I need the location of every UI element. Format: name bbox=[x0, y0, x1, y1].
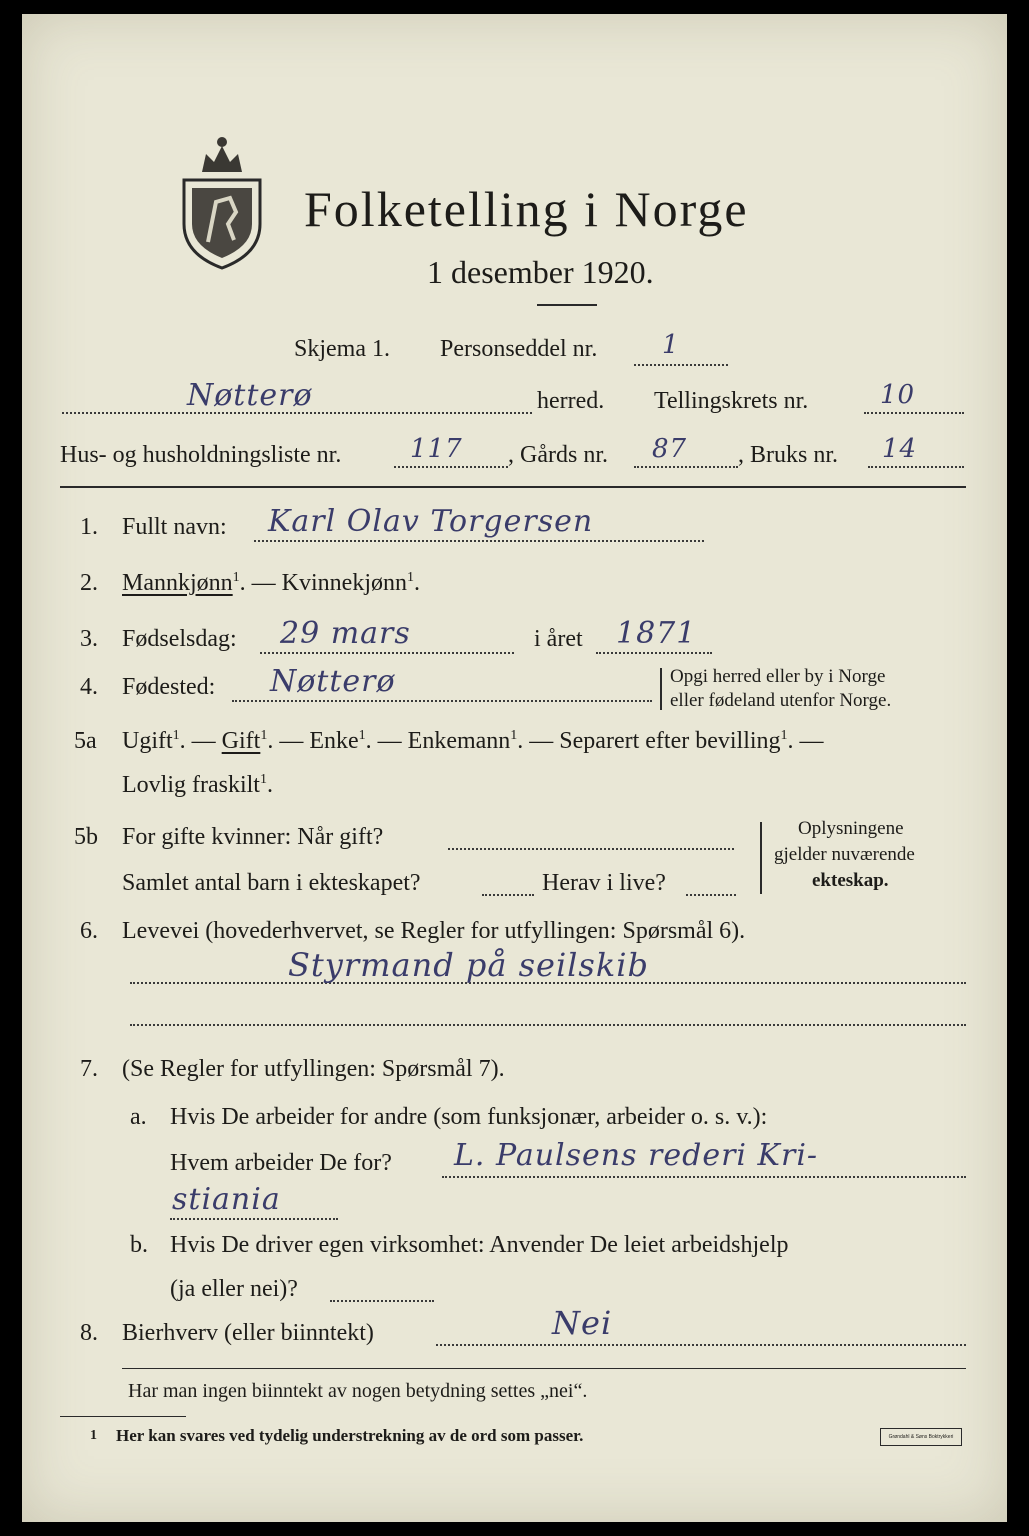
q4-note-brace bbox=[660, 668, 662, 710]
q2-male: Mannkjønn bbox=[122, 570, 233, 596]
q5b-note-3: ekteskap. bbox=[812, 870, 889, 891]
q8-value: Nei bbox=[552, 1304, 613, 1342]
q5a-row-2: Lovlig fraskilt$^1$. bbox=[122, 772, 273, 798]
footnote: Her kan svares ved tydelig understrekning av de ord som passer. bbox=[116, 1426, 584, 1445]
q7a-line-2 bbox=[170, 1218, 338, 1220]
footnote-number: 1 bbox=[90, 1428, 97, 1443]
q1-label: Fullt navn: bbox=[122, 514, 227, 540]
census-form bbox=[22, 14, 1007, 1522]
q5a-enke: Enke bbox=[309, 728, 359, 754]
q8-number: 8. bbox=[80, 1320, 98, 1346]
q5b-label-3: Herav i live? bbox=[542, 870, 666, 896]
q2-sex-row: Mannkjønn$^1$. — Kvinnekjønn$^1$. bbox=[122, 570, 420, 596]
q4-note-1: Opgi herred eller by i Norge bbox=[670, 666, 886, 687]
q7-label: (Se Regler for utfyllingen: Spørsmål 7). bbox=[122, 1056, 505, 1082]
hus-value: 117 bbox=[410, 434, 463, 464]
q7a-question: Hvem arbeider De for? bbox=[170, 1150, 392, 1176]
title-divider bbox=[537, 304, 597, 306]
header-divider bbox=[60, 486, 966, 488]
q8-label: Bierhverv (eller biinntekt) bbox=[122, 1320, 374, 1346]
coat-of-arms-icon bbox=[172, 132, 272, 272]
q7a-number: a. bbox=[130, 1104, 147, 1130]
q4-note-2: eller fødeland utenfor Norge. bbox=[670, 690, 892, 711]
q3-year-label: i året bbox=[534, 626, 583, 652]
printer-stamp: Grøndahl & Søns Boktrykkeri bbox=[880, 1428, 962, 1446]
hus-line bbox=[394, 466, 508, 468]
q2-female: Kvinnekjønn bbox=[281, 570, 407, 596]
q3-number: 3. bbox=[80, 626, 98, 652]
q3-day-line bbox=[260, 652, 514, 654]
q4-label: Fødested: bbox=[122, 674, 216, 700]
q3-day-value: 29 mars bbox=[280, 616, 411, 651]
q5b-label-1: For gifte kvinner: Når gift? bbox=[122, 824, 384, 850]
bruks-value: 14 bbox=[882, 434, 918, 464]
q4-number: 4. bbox=[80, 674, 98, 700]
q5a-row: Ugift$^1$. — Gift$^1$. — Enke$^1$. — Enkemann$^1$. — Separert efter bevilling$^1$. — bbox=[122, 728, 824, 754]
hus-label: Hus- og husholdningsliste nr. bbox=[60, 442, 342, 468]
q5b-note-1: Oplysningene bbox=[798, 818, 904, 839]
q5b-note-2: gjelder nuværende bbox=[774, 844, 915, 865]
q2-sep: . — bbox=[239, 570, 282, 596]
bruks-line bbox=[868, 466, 964, 468]
q3-label: Fødselsdag: bbox=[122, 626, 237, 652]
q5a-separert: Separert efter bevilling bbox=[559, 728, 781, 754]
q7-number: 7. bbox=[80, 1056, 98, 1082]
q1-number: 1. bbox=[80, 514, 98, 540]
tellingskrets-value: 10 bbox=[880, 380, 916, 410]
bruks-label: , Bruks nr. bbox=[738, 442, 839, 468]
q5a-ugift: Ugift bbox=[122, 728, 173, 754]
q5a-number: 5a bbox=[74, 728, 97, 754]
q7b-question: (ja eller nei)? bbox=[170, 1276, 298, 1302]
q4-value: Nøtterø bbox=[270, 664, 396, 699]
form-title: Folketelling i Norge bbox=[304, 181, 749, 237]
q5a-gift: Gift bbox=[221, 728, 261, 754]
q3-year-value: 1871 bbox=[616, 616, 697, 651]
personseddel-value: 1 bbox=[662, 330, 680, 360]
census-date: 1 desember 1920. bbox=[427, 254, 654, 290]
q5b-note-brace bbox=[760, 822, 762, 894]
q5a-fraskilt: Lovlig fraskilt bbox=[122, 772, 260, 798]
q5b-number: 5b bbox=[74, 824, 98, 850]
tellingskrets-label: Tellingskrets nr. bbox=[654, 388, 809, 414]
personseddel-line bbox=[634, 364, 728, 366]
tellingskrets-line bbox=[864, 412, 964, 414]
gards-value: 87 bbox=[652, 434, 688, 464]
herred-label: herred. bbox=[537, 388, 605, 414]
q5b-line-3 bbox=[686, 894, 736, 896]
q5b-label-2: Samlet antal barn i ekteskapet? bbox=[122, 870, 421, 896]
herred-value: Nøtterø bbox=[187, 378, 313, 413]
q7a-line-1 bbox=[442, 1176, 966, 1178]
q6-label: Levevei (hovederhvervet, se Regler for utfyllingen: Spørsmål 6). bbox=[122, 918, 746, 944]
q2-end: . bbox=[414, 570, 420, 596]
footnote-divider bbox=[60, 1416, 186, 1417]
q2-number: 2. bbox=[80, 570, 98, 596]
q5a-enkemann: Enkemann bbox=[407, 728, 511, 754]
q6-number: 6. bbox=[80, 918, 98, 944]
q7a-value-2: stiania bbox=[172, 1182, 281, 1217]
q7a-value-1: L. Paulsens rederi Kri- bbox=[454, 1138, 819, 1173]
bottom-note: Har man ingen biinntekt av nogen betydning settes „nei“. bbox=[128, 1380, 588, 1402]
q3-year-line bbox=[596, 652, 712, 654]
q7a-label: Hvis De arbeider for andre (som funksjonær, arbeider o. s. v.): bbox=[170, 1104, 768, 1130]
gards-line bbox=[634, 466, 738, 468]
q7b-line bbox=[330, 1300, 434, 1302]
q6-line-2 bbox=[130, 1024, 966, 1026]
skjema-label: Skjema 1. bbox=[294, 336, 390, 362]
personseddel-label: Personseddel nr. bbox=[440, 336, 598, 362]
q6-value: Styrmand på seilskib bbox=[288, 946, 649, 984]
q4-line bbox=[232, 700, 652, 702]
q1-value: Karl Olav Torgersen bbox=[268, 504, 594, 539]
bottom-divider bbox=[122, 1368, 966, 1369]
q5b-line-2 bbox=[482, 894, 534, 896]
q1-line bbox=[254, 540, 704, 542]
gards-label: , Gårds nr. bbox=[508, 442, 608, 468]
q7b-number: b. bbox=[130, 1232, 148, 1258]
q5b-line-1 bbox=[448, 848, 734, 850]
q7b-label: Hvis De driver egen virksomhet: Anvender De leiet arbeidshjelp bbox=[170, 1232, 789, 1258]
q8-line bbox=[436, 1344, 966, 1346]
